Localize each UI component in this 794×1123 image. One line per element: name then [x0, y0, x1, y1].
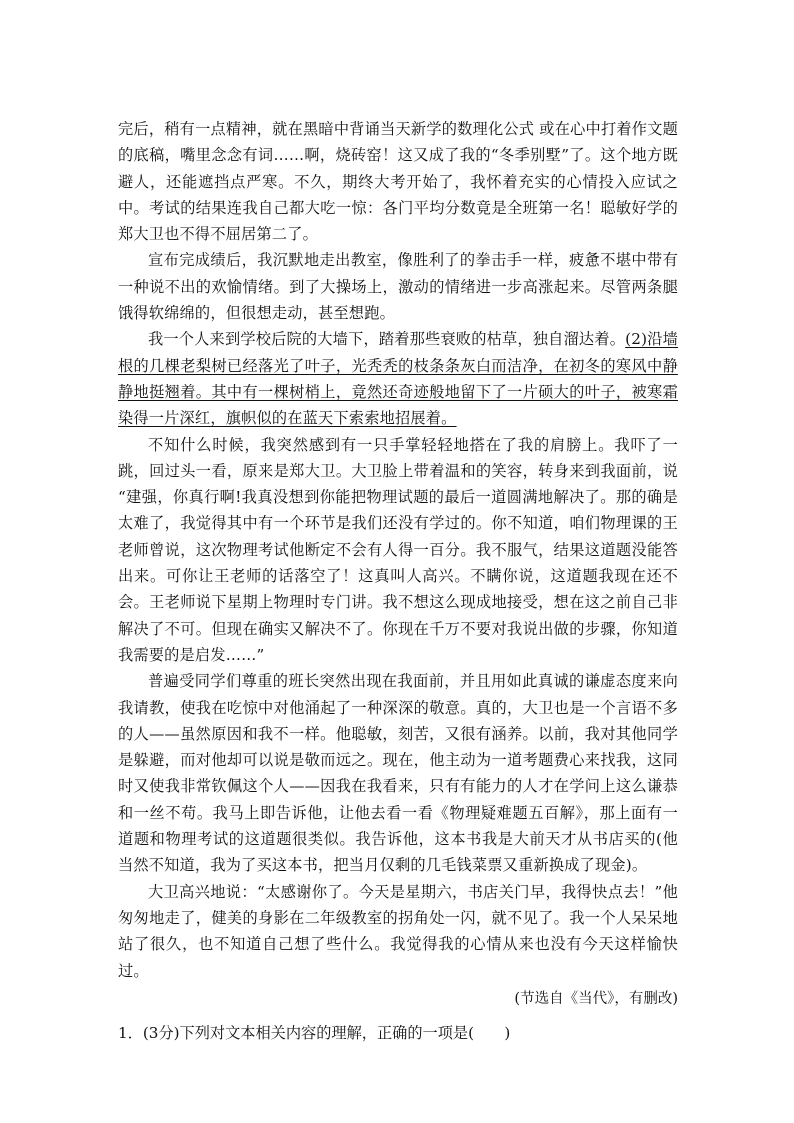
paragraph-3	[118, 326, 678, 431]
paragraph-2: 宣布完成绩后，我沉默地走出教室，像胜利了的拳击手一样，疲惫不堪中带有一种说不出的欢愉情绪。到了大操场上，激动的情绪进一步高涨起来。尽管两条腿饿得软绵绵的，但很想走动，甚至想跑。	[118, 251, 678, 323]
paragraph-4: 不知什么时候，我突然感到有一只手掌轻轻地搭在了我的肩膀上。我吓了一跳，回过头一看，原来是郑大卫。大卫脸上带着温和的笑容，转身来到我面前，说 “建强，你真行啊!我真没想到你能把物理试题的最后一道圆满地解决了。那的确是太难了，我觉得其中有一个环节是我们还没有学过的。你不知道，咱们物理课的王老师曾说，这次物理考试他断定不会有人得一百分。我不服气，结果这道题没能答出来。可你让王老师的话落空了！这真叫人高兴。不瞒你说，这道题我现在还不会。王老师说下星期上物理时专门讲。我不想这么现成地接受，想在这之前自己非解决了不可。但现在确实又解决不了。你现在千万不要对我说出做的步骤，你知道我需要的是启发……”	[118, 435, 678, 664]
underlined-passage: (2)沿墙根的几棵老梨树已经落光了叶子，光秃秃的枝条条灰白而洁净，在初冬的寒风中静静地挺翘着。其中有一棵树梢上，竟然还奇迹般地留下了一片硕大的叶子，被寒霜染得一片深红，旗帜似的在蓝天下索索地招展着。	[118, 330, 679, 428]
question-1: 1．(3分)下列对文本相关内容的理解，正确的一项是( )	[118, 1024, 511, 1043]
paragraph-6: 大卫高兴地说：“太感谢你了。今天是星期六，书店关门早，我得快点去！”他匆匆地走了，健美的身影在二年级教室的拐角处一闪，就不见了。我一个人呆呆地站了很久，也不知道自己想了些什么。我觉得我的心情从来也没有今天这样愉快过。	[118, 882, 678, 980]
paragraph-3-plain: 我一个人来到学校后院的大墙下，踏着那些衰败的枯草，独自溜达着。	[148, 330, 626, 349]
paragraph-5: 普遍受同学们尊重的班长突然出现在我面前，并且用如此真诚的谦虚态度来向我请教，使我在吃惊中对他涌起了一种深深的敬意。真的，大卫也是一个言语不多的人——虽然原因和我不一样。他聪敏，刻苦，又很有涵养。以前，我对其他同学是躲避，而对他却可以说是敬而远之。现在，他主动为一道考题费心来找我，这同时又使我非常钦佩这个人——因我在我看来，只有有能力的人才在学问上这么谦恭和一丝不苟。我马上即告诉他，让他去看一看《物理疑难题五百解》，那上面有一道题和物理考试的这道题很类似。我告诉他，这本书我是大前天才从书店买的(他当然不知道，我为了买这本书，把当月仅剩的几毛钱菜票又重新换成了现金)。	[118, 672, 678, 875]
source-note: (节选自《当代》，有删改)	[514, 990, 678, 1007]
document-body	[118, 116, 678, 1046]
paragraph-1: 完后，稍有一点精神，就在黑暗中背诵当天新学的数理化公式 或在心中打着作文题的底稿，嘴里念念有词……啊，烧砖窑！这又成了我的“冬季别墅”了。这个地方既避人，还能遮挡点严寒。不久，期终大考开始了，我怀着充实的心情投入应试之中。考试的结果连我自己都大吃一惊：各门平均分数竟是全班第一名！聪敏好学的郑大卫也不得不屈居第二了。	[118, 120, 678, 244]
